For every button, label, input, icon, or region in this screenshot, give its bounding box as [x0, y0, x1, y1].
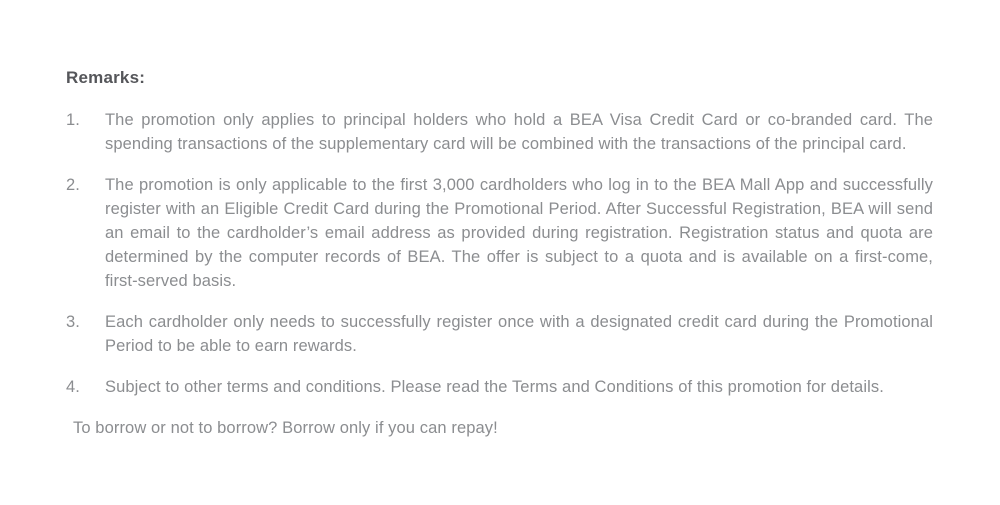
- lending-warning-footer: To borrow or not to borrow? Borrow only if you can repay!: [73, 419, 498, 437]
- list-item-text: The promotion is only applicable to the first 3,000 cardholders who log in to the BEA Mall App and successfully register with an Eligible Credit Card during the Promotional Period. After Successful Registration, BEA will send an email to the cardholder’s email address as provided during registration. Registration status and quota are determined by the computer records of BEA. The offer is subject to a quota and is available on a first-come, first-served basis.: [105, 176, 933, 290]
- remarks-heading: Remarks:: [66, 68, 146, 87]
- list-item: [66, 375, 933, 399]
- list-item: [66, 310, 933, 358]
- list-item-text: Subject to other terms and conditions. Please read the Terms and Conditions of this promotion for details.: [105, 378, 884, 396]
- list-item-number: 1.: [66, 111, 80, 129]
- list-item-text: Each cardholder only needs to successfully register once with a designated credit card during the Promotional Period to be able to earn rewards.: [105, 313, 933, 355]
- remarks-list: [66, 108, 933, 399]
- list-item-number: 3.: [66, 313, 80, 331]
- list-item-text: The promotion only applies to principal holders who hold a BEA Visa Credit Card or co-branded card. The spending transactions of the supplementary card will be combined with the transactions of the principal card.: [105, 111, 933, 153]
- list-item: [66, 108, 933, 156]
- list-item-number: 4.: [66, 378, 80, 396]
- list-item: [66, 173, 933, 293]
- list-item-number: 2.: [66, 176, 80, 194]
